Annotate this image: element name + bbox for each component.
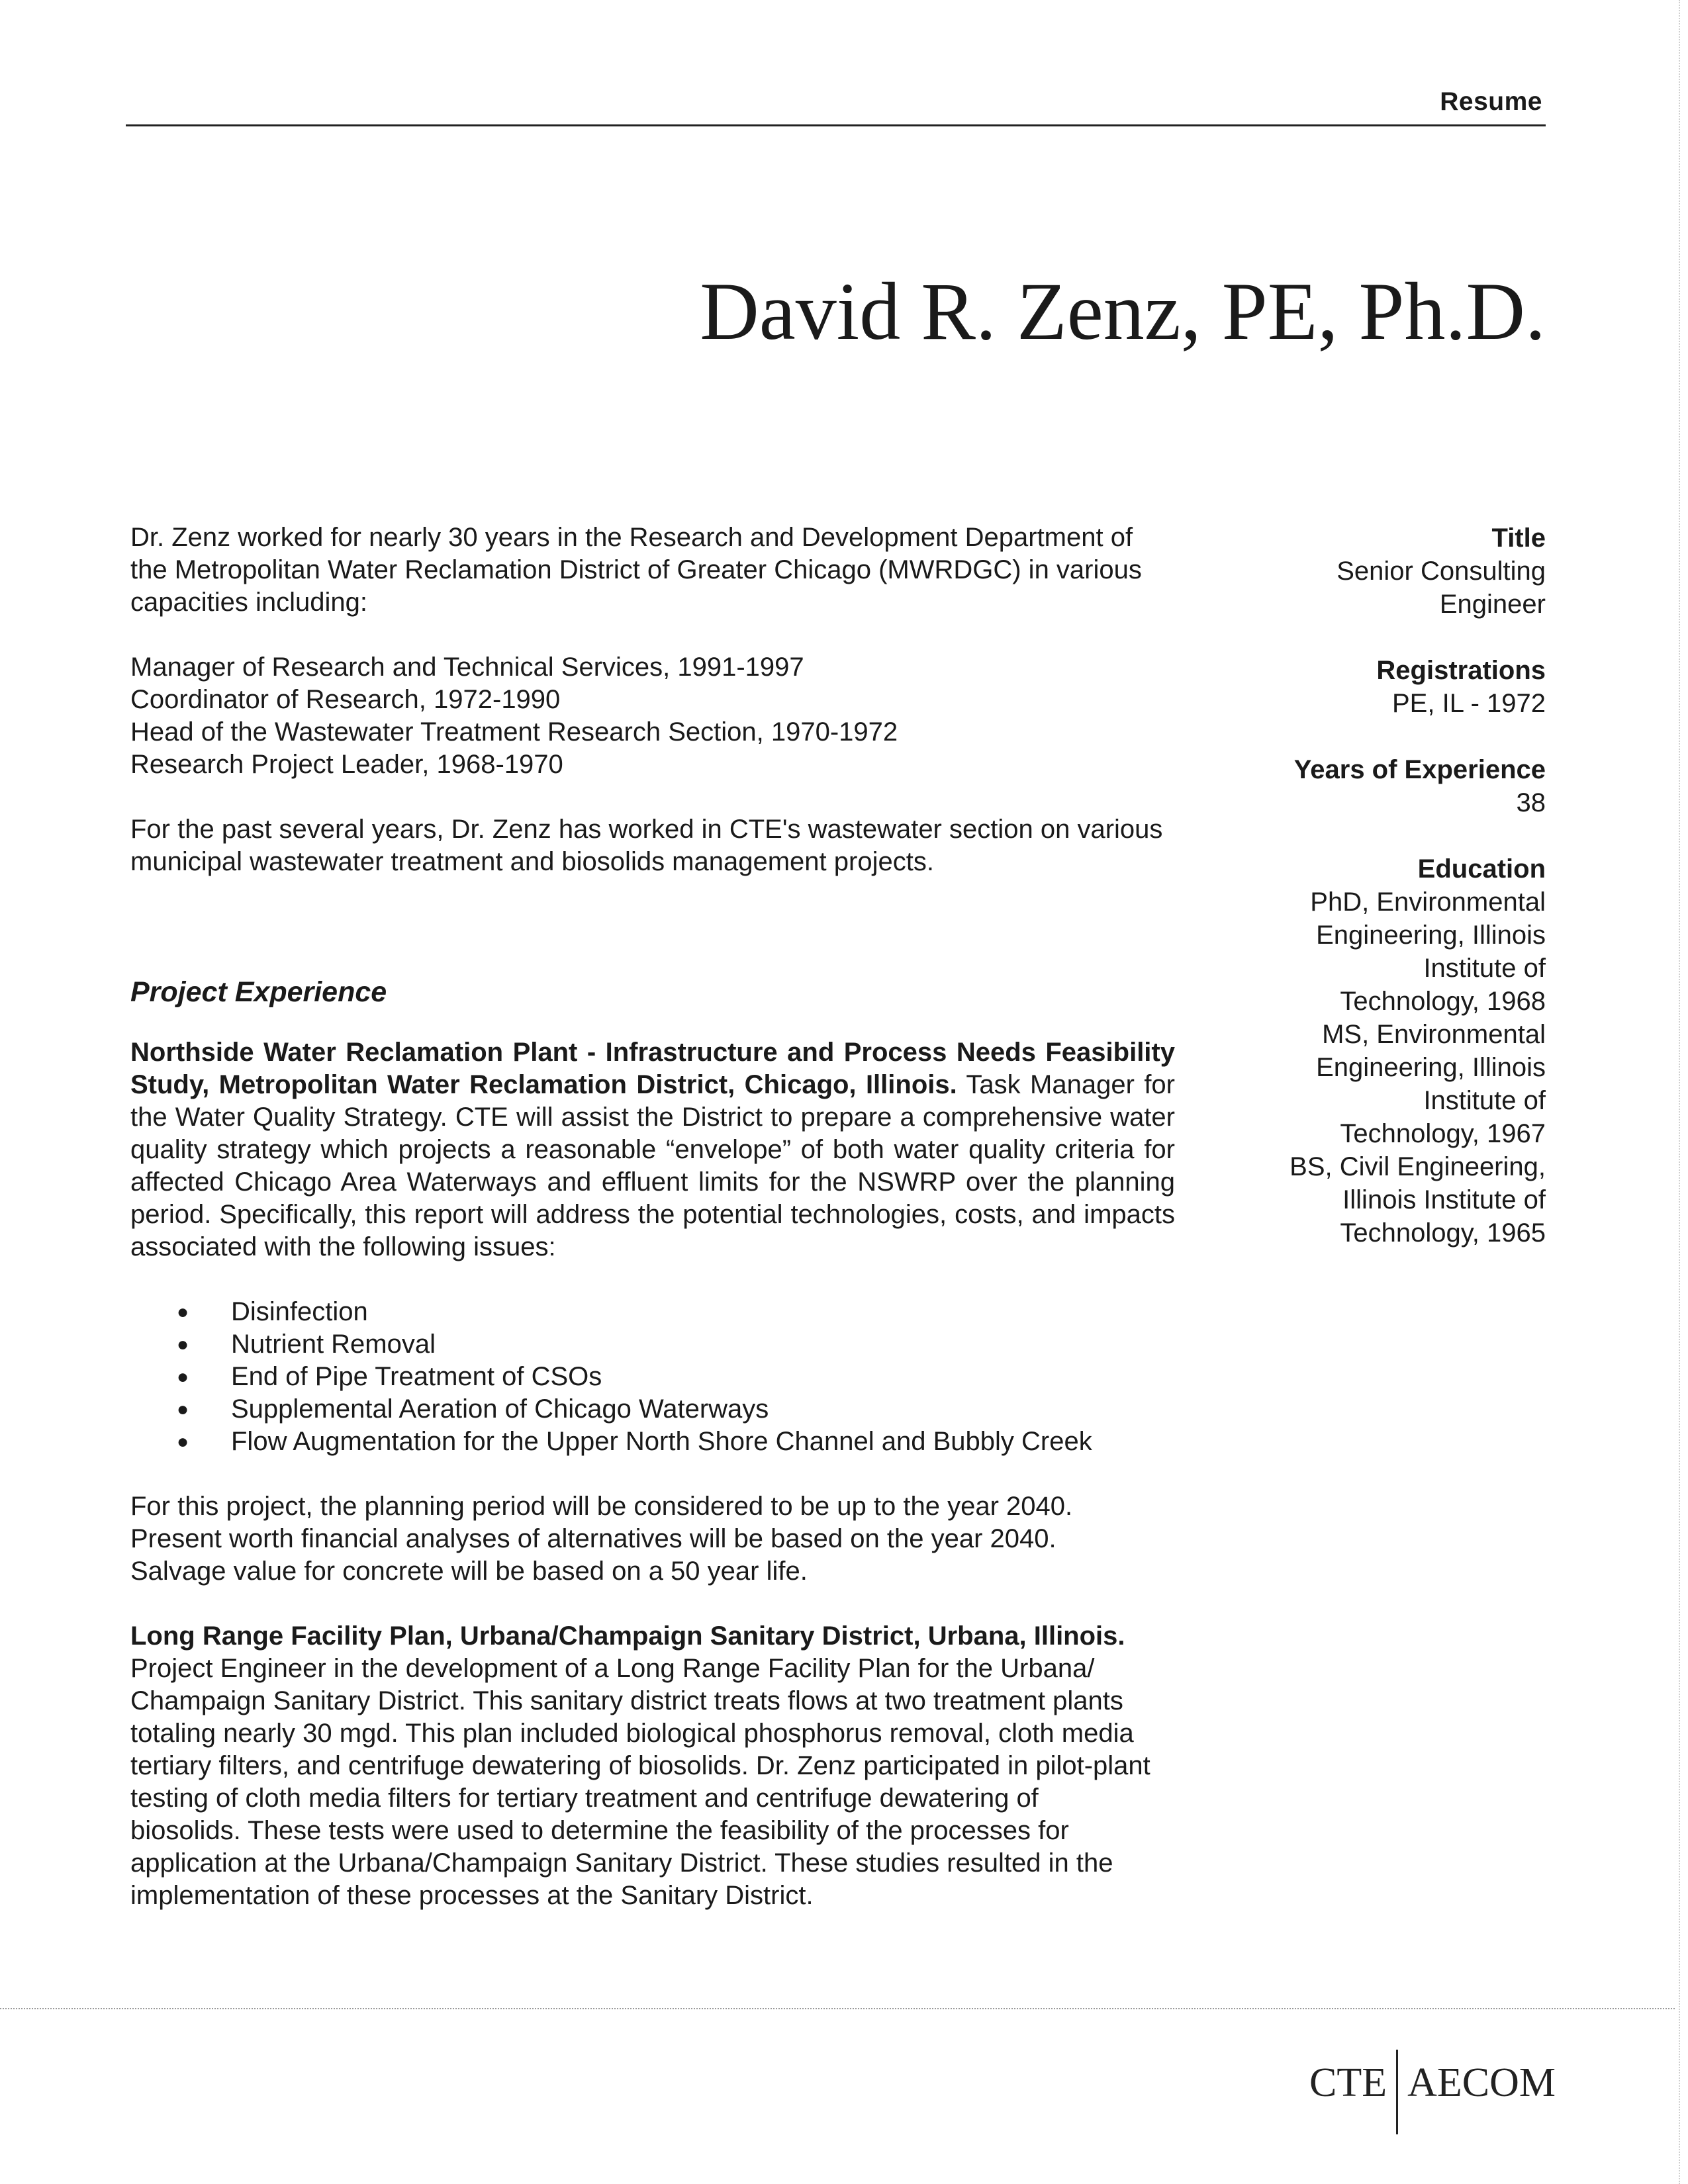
sidebar-registrations-block (1228, 654, 1546, 720)
list-item (130, 1328, 1175, 1361)
scan-edge (1679, 0, 1680, 2184)
education-line: Technology, 1967 (1340, 1119, 1546, 1148)
project-urbana (130, 1620, 1175, 1912)
bullet-icon: ● (177, 1398, 189, 1420)
role-item: Manager of Research and Technical Services, 1991-1997 (130, 653, 804, 682)
project-urbana-line: tertiary filters, and centrifuge dewatering of biosolids. Dr. Zenz participated in pilot-plant (130, 1751, 1150, 1780)
sidebar-education-block (1228, 852, 1546, 1250)
education-line: Institute of (1423, 1086, 1546, 1115)
project-urbana-line: biosolids. These tests were used to determine the feasibility of the processes for (130, 1816, 1069, 1845)
education-line: Engineering, Illinois (1316, 921, 1546, 950)
bullet-icon: ● (177, 1431, 189, 1453)
education-line: MS, Environmental (1322, 1020, 1546, 1049)
logo-aecom: AECOM (1407, 2060, 1556, 2105)
issues-list (130, 1296, 1175, 1458)
role-item: Research Project Leader, 1968-1970 (130, 750, 563, 779)
project-experience-heading: Project Experience (130, 976, 387, 1008)
education-line: PhD, Environmental (1310, 887, 1546, 917)
list-item (130, 1393, 1175, 1426)
planning-period-paragraph (130, 1490, 1175, 1588)
education-line: Illinois Institute of (1342, 1185, 1546, 1214)
person-name: David R. Zenz, PE, Ph.D. (700, 266, 1546, 357)
project-urbana-line: testing of cloth media filters for tertiary treatment and centrifuge dewatering of (130, 1784, 1039, 1813)
project-northside-body: Task Manager for the Water Quality Strategy. CTE will assist the District to prepare a comprehensive water quality strategy which projects a reasonable “envelope” of both water quality criteria for affected Chicago Area Waterways and effluent limits for the NSWRP over the planning period. Specifically, this report will address the potential technologies, costs, and impacts associated with the following issues: (130, 1070, 1175, 1261)
sidebar-title-value: Senior Consulting (1336, 557, 1546, 586)
planning-line: Present worth financial analyses of alternatives will be based on the year 2040. (130, 1524, 1056, 1553)
education-line: Engineering, Illinois (1316, 1053, 1546, 1082)
project-urbana-line: application at the Urbana/Champaign Sanitary District. These studies resulted in the (130, 1848, 1113, 1878)
role-item: Coordinator of Research, 1972-1990 (130, 685, 561, 714)
planning-line: Salvage value for concrete will be based on a 50 year life. (130, 1557, 808, 1586)
sidebar-title-value: Engineer (1439, 590, 1546, 619)
footer-divider (0, 2008, 1675, 2009)
logo-divider (1396, 2050, 1398, 2134)
list-item (130, 1361, 1175, 1393)
roles-list (130, 651, 1175, 781)
issue-text: End of Pipe Treatment of CSOs (231, 1362, 602, 1391)
role-item: Head of the Wastewater Treatment Research Section, 1970-1972 (130, 717, 898, 747)
bullet-icon: ● (177, 1366, 189, 1388)
education-line: BS, Civil Engineering, (1289, 1152, 1546, 1181)
header-divider (126, 124, 1546, 126)
bullet-icon: ● (177, 1334, 189, 1355)
resume-header-label: Resume (1440, 87, 1542, 116)
sidebar-education-label: Education (1417, 854, 1546, 884)
sidebar-registrations-label: Registrations (1376, 656, 1546, 685)
company-logo (1309, 2040, 1556, 2126)
sidebar-experience-block (1228, 753, 1546, 819)
intro-paragraph (130, 522, 1175, 619)
list-item (130, 1426, 1175, 1458)
project-urbana-line: Project Engineer in the development of a Long Range Facility Plan for the Urbana/ (130, 1654, 1095, 1683)
issue-text: Disinfection (231, 1297, 368, 1326)
project-urbana-title: Long Range Facility Plan, Urbana/Champaign Sanitary District, Urbana, Illinois. (130, 1621, 1125, 1651)
sidebar-title-block (1228, 522, 1546, 621)
sidebar-registrations-value: PE, IL - 1972 (1392, 689, 1546, 718)
recent-work-paragraph: For the past several years, Dr. Zenz has worked in CTE's wastewater section on various municipal wastewater treatment and biosolids management projects. (130, 815, 1163, 876)
logo-cte: CTE (1309, 2060, 1387, 2105)
issue-text: Supplemental Aeration of Chicago Waterways (231, 1394, 769, 1424)
bullet-icon: ● (177, 1301, 189, 1323)
intro-text: Dr. Zenz worked for nearly 30 years in the Research and Development Department of the Metropolitan Water Reclamation District of Greater Chicago (MWRDGC) in various capacities including: (130, 523, 1142, 617)
education-line: Institute of (1423, 954, 1546, 983)
sidebar-experience-value: 38 (1516, 788, 1546, 817)
list-item (130, 1296, 1175, 1328)
main-column (130, 522, 1175, 1912)
issue-text: Nutrient Removal (231, 1330, 436, 1359)
education-line: Technology, 1968 (1340, 987, 1546, 1016)
project-urbana-line: totaling nearly 30 mgd. This plan included biological phosphorus removal, cloth media (130, 1719, 1134, 1748)
sidebar (1228, 522, 1546, 1283)
project-urbana-line: implementation of these processes at the Sanitary District. (130, 1881, 814, 1910)
project-northside (130, 1036, 1175, 1263)
project-northside-title: Northside Water Reclamation Plant - Infrastructure and Process Needs Feasibility Study, Metropolitan Water Reclamation District, Chicago, Illinois. (130, 1038, 1175, 1099)
sidebar-title-label: Title (1491, 523, 1546, 553)
issue-text: Flow Augmentation for the Upper North Shore Channel and Bubbly Creek (231, 1427, 1092, 1456)
project-urbana-line: Champaign Sanitary District. This sanitary district treats flows at two treatment plants (130, 1686, 1123, 1715)
planning-line: For this project, the planning period will be considered to be up to the year 2040. (130, 1492, 1073, 1521)
education-line: Technology, 1965 (1340, 1218, 1546, 1248)
sidebar-experience-label: Years of Experience (1293, 755, 1546, 784)
